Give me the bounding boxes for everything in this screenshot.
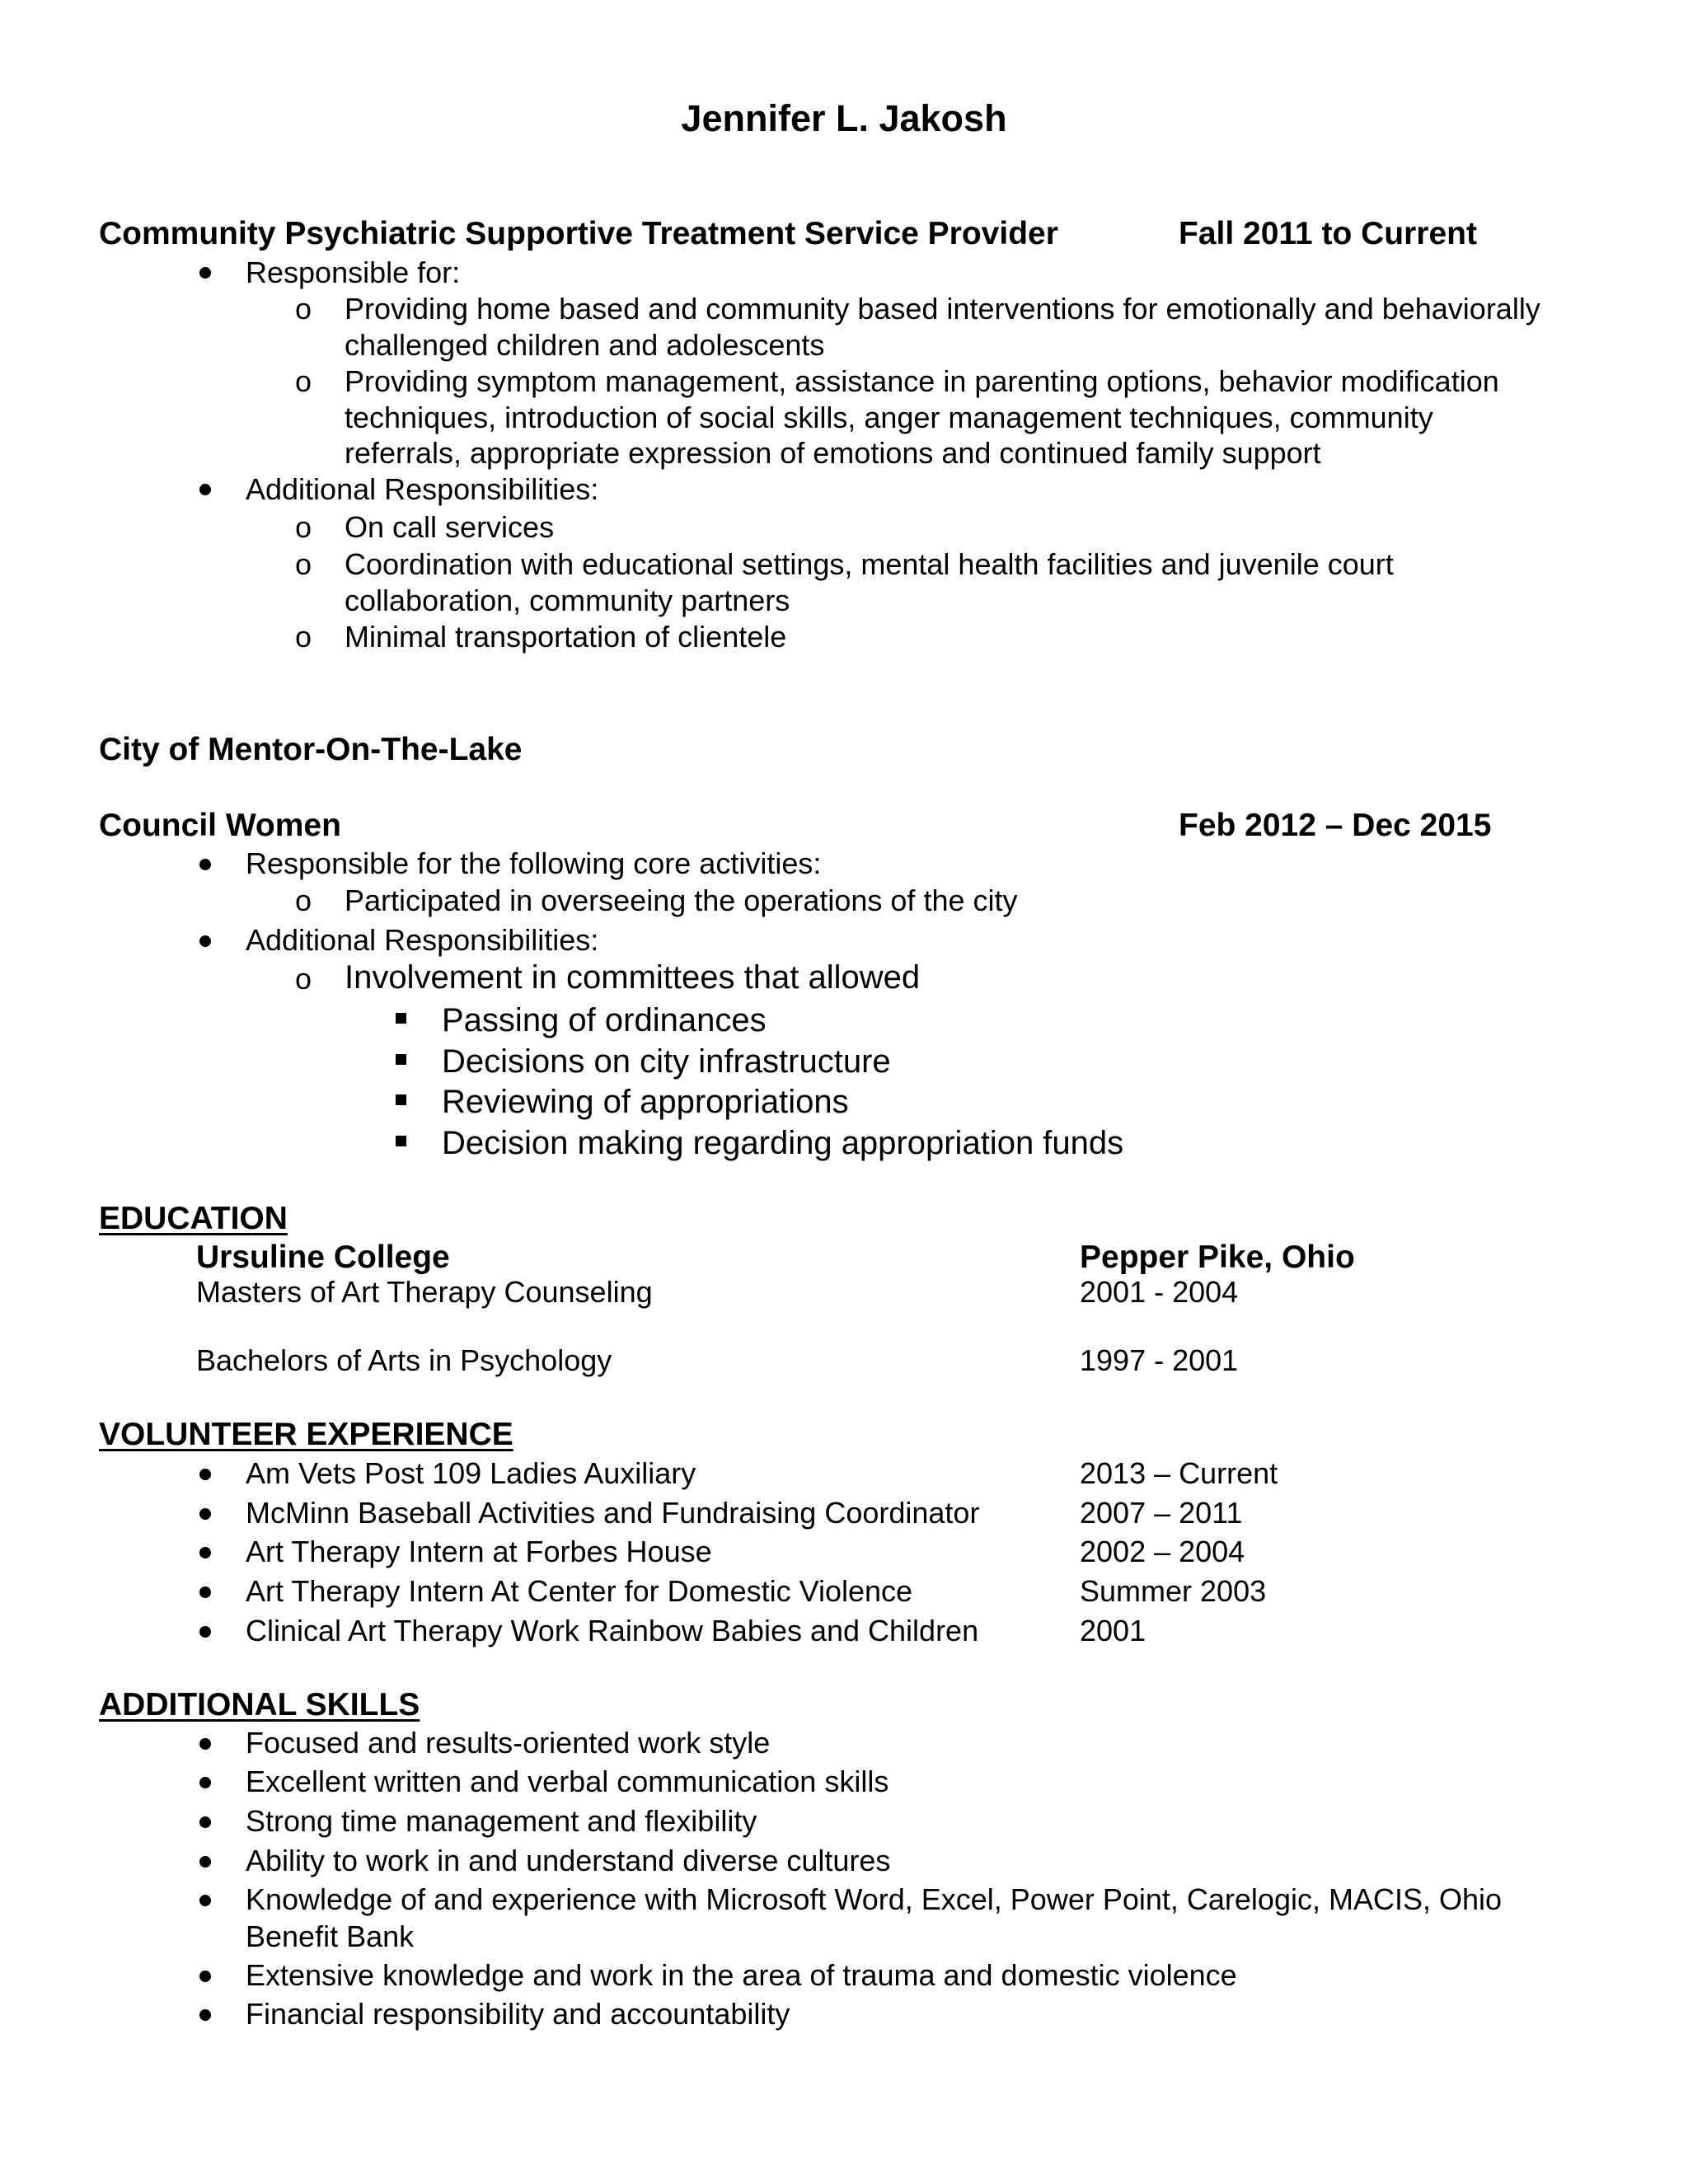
job1-additional2-line1: Coordination with educational settings, mental health facilities and juvenile court bbox=[345, 547, 1394, 581]
job1-resp2-line1: Providing symptom management, assistance in parenting options, behavior modification bbox=[345, 364, 1499, 398]
bullet bbox=[199, 1738, 211, 1750]
job2-additional-label: Additional Responsibilities: bbox=[246, 923, 599, 957]
bullet bbox=[199, 1856, 211, 1868]
bullet bbox=[199, 2009, 211, 2021]
job2-sub-item: Decisions on city infrastructure bbox=[442, 1043, 891, 1080]
job2-sub-item: Reviewing of appropriations bbox=[442, 1084, 849, 1120]
bullet bbox=[199, 267, 211, 279]
education-degree2: Bachelors of Arts in Psychology bbox=[196, 1343, 612, 1377]
job1-resp1-line2: challenged children and adolescents bbox=[345, 328, 825, 362]
skill-item: Strong time management and flexibility bbox=[246, 1804, 757, 1838]
bullet bbox=[199, 1469, 211, 1480]
volunteer-item-dates: Summer 2003 bbox=[1080, 1574, 1267, 1608]
square-bullet bbox=[396, 1094, 406, 1105]
skill-item: Extensive knowledge and work in the area of trauma and domestic violence bbox=[246, 1958, 1237, 1992]
skill-item: Ability to work in and understand diverse cultures bbox=[246, 1844, 891, 1877]
bullet bbox=[199, 1547, 211, 1558]
skill-item: Excellent written and verbal communication skills bbox=[246, 1765, 889, 1798]
bullet bbox=[199, 859, 211, 870]
circle-bullet: o bbox=[295, 547, 312, 581]
circle-bullet: o bbox=[295, 883, 312, 917]
volunteer-item: Am Vets Post 109 Ladies Auxiliary bbox=[246, 1456, 696, 1490]
job1-additional1: On call services bbox=[345, 510, 555, 544]
bullet bbox=[199, 1508, 211, 1520]
job2-committees: Involvement in committees that allowed bbox=[345, 959, 921, 996]
bullet bbox=[199, 1586, 211, 1598]
job1-title: Community Psychiatric Supportive Treatment Service Provider bbox=[99, 216, 1058, 251]
job1-resp2-line2: techniques, introduction of social skills, anger management techniques, community bbox=[345, 401, 1433, 434]
job1-resp1-line1: Providing home based and community based interventions for emotionally and behaviorally bbox=[345, 292, 1540, 326]
skill-item-line1: Knowledge of and experience with Microsoft Word, Excel, Power Point, Carelogic, MACIS, Ohio bbox=[246, 1882, 1503, 1916]
volunteer-item-dates: 2007 – 2011 bbox=[1080, 1496, 1243, 1530]
volunteer-item-dates: 2001 bbox=[1080, 1614, 1146, 1647]
education-school: Ursuline College bbox=[196, 1240, 450, 1275]
volunteer-heading: VOLUNTEER EXPERIENCE bbox=[99, 1417, 513, 1452]
circle-bullet: o bbox=[295, 292, 312, 326]
job2-core-label: Responsible for the following core activities: bbox=[246, 846, 822, 880]
skills-heading: ADDITIONAL SKILLS bbox=[99, 1687, 420, 1722]
bullet bbox=[199, 1816, 211, 1828]
employer2-name: City of Mentor-On-The-Lake bbox=[99, 732, 523, 767]
job2-title: Council Women bbox=[99, 808, 341, 843]
circle-bullet: o bbox=[295, 962, 312, 996]
candidate-name: Jennifer L. Jakosh bbox=[681, 97, 1007, 139]
education-degree1: Masters of Art Therapy Counseling bbox=[196, 1275, 653, 1309]
education-years2: 1997 - 2001 bbox=[1080, 1343, 1239, 1377]
job2-core1: Participated in overseeing the operations of the city bbox=[345, 883, 1018, 917]
volunteer-item-dates: 2002 – 2004 bbox=[1080, 1535, 1245, 1568]
square-bullet bbox=[396, 1013, 406, 1024]
education-location: Pepper Pike, Ohio bbox=[1080, 1240, 1355, 1275]
job1-responsible-label: Responsible for: bbox=[246, 255, 461, 289]
bullet bbox=[199, 1626, 211, 1638]
job2-dates: Feb 2012 – Dec 2015 bbox=[1179, 808, 1492, 843]
circle-bullet: o bbox=[295, 364, 312, 398]
square-bullet bbox=[396, 1054, 406, 1065]
volunteer-item-dates: 2013 – Current bbox=[1080, 1456, 1278, 1490]
circle-bullet: o bbox=[295, 620, 312, 654]
education-heading: EDUCATION bbox=[99, 1201, 288, 1236]
job1-resp2-line3: referrals, appropriate expression of emotions and continued family support bbox=[345, 436, 1321, 470]
circle-bullet: o bbox=[295, 510, 312, 544]
job1-additional3: Minimal transportation of clientele bbox=[345, 620, 787, 654]
volunteer-item: Art Therapy Intern At Center for Domestic Violence bbox=[246, 1574, 913, 1608]
job2-sub-item: Decision making regarding appropriation funds bbox=[442, 1125, 1124, 1161]
bullet bbox=[199, 484, 211, 495]
bullet bbox=[199, 1895, 211, 1906]
bullet bbox=[199, 935, 211, 947]
job2-sub-item: Passing of ordinances bbox=[442, 1002, 767, 1038]
skill-item: Focused and results-oriented work style bbox=[246, 1726, 771, 1760]
volunteer-item: Art Therapy Intern at Forbes House bbox=[246, 1535, 712, 1568]
bullet bbox=[199, 1777, 211, 1788]
square-bullet bbox=[396, 1136, 406, 1146]
skill-item-line2: Benefit Bank bbox=[246, 1919, 415, 1953]
skill-item: Financial responsibility and accountability bbox=[246, 1997, 790, 2031]
bullet bbox=[199, 1971, 211, 1982]
volunteer-item: McMinn Baseball Activities and Fundraising Coordinator bbox=[246, 1496, 980, 1530]
job1-additional-label: Additional Responsibilities: bbox=[246, 472, 599, 506]
volunteer-item: Clinical Art Therapy Work Rainbow Babies and Children bbox=[246, 1614, 979, 1647]
job1-dates: Fall 2011 to Current bbox=[1179, 216, 1477, 251]
education-years1: 2001 - 2004 bbox=[1080, 1275, 1239, 1309]
job1-additional2-line2: collaboration, community partners bbox=[345, 583, 790, 617]
